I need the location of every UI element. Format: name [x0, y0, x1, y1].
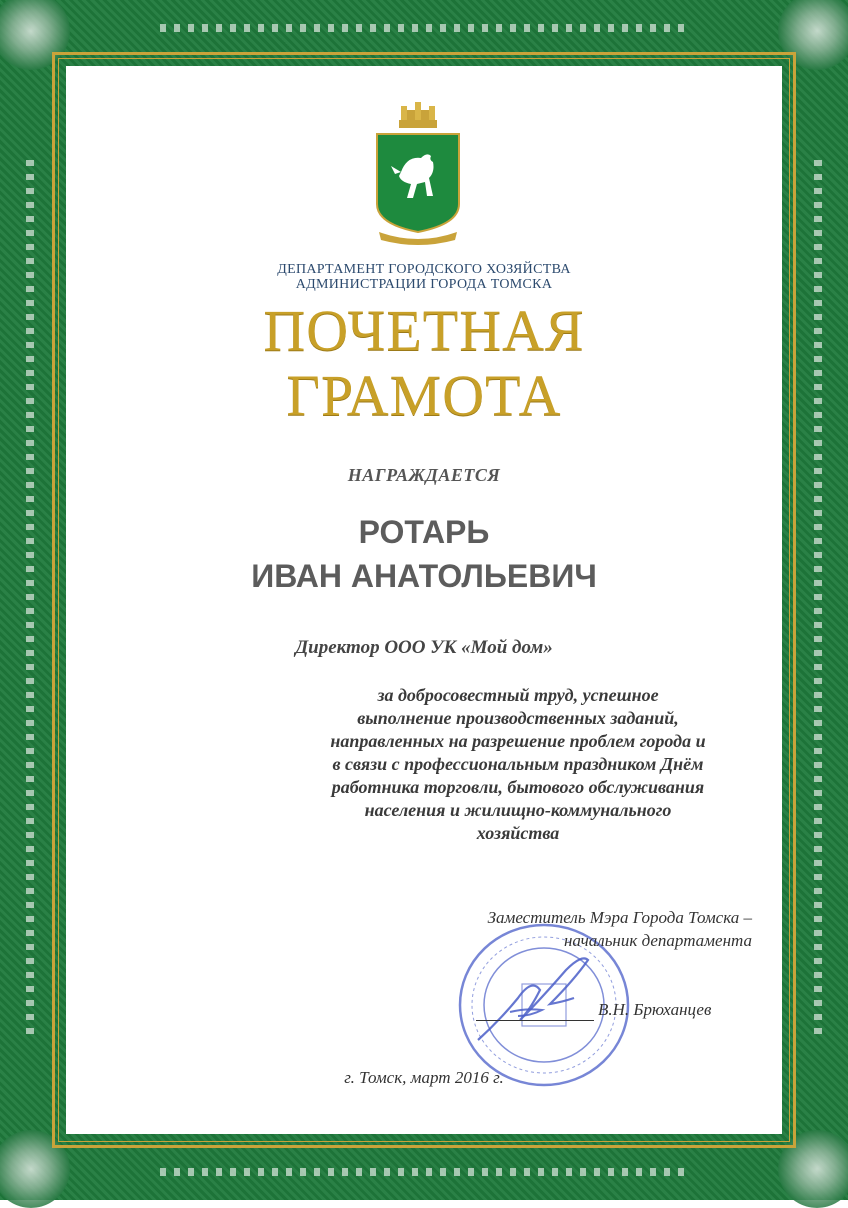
- signatory-title-line1: Заместитель Мэра Города Томска –: [487, 908, 752, 927]
- handwritten-signature-icon: [470, 950, 600, 1050]
- recipient-given-names: ИВАН АНАТОЛЬЕВИЧ: [251, 558, 597, 594]
- signatory-name: В.Н. Брюханцев: [598, 1000, 712, 1019]
- department-name-line2: АДМИНИСТРАЦИИ ГОРОДА ТОМСКА: [295, 277, 553, 292]
- award-reason: [268, 684, 768, 845]
- awarded-label: НАГРАЖДАЕТСЯ: [347, 465, 501, 485]
- recipient-position: Директор ООО УК «Мой дом»: [295, 637, 553, 658]
- tomsk-coat-of-arms-icon: [371, 100, 465, 248]
- border-ornament: [160, 24, 688, 32]
- signatory-title: [488, 906, 752, 952]
- reason-line: выполнение производственных заданий,: [357, 708, 679, 728]
- reason-line: работника торговли, бытового обслуживания: [331, 777, 705, 797]
- reason-line: в связи с профессиональным праздником Днём: [332, 754, 704, 774]
- signatory-title-line2: начальник департамента: [563, 931, 752, 950]
- place-and-date: г. Томск, март 2016 г.: [344, 1068, 504, 1087]
- certificate-title-line1: ПОЧЕТНАЯ: [263, 298, 585, 363]
- border-ornament: [160, 1168, 688, 1176]
- department-name-line1: ДЕПАРТАМЕНТ ГОРОДСКОГО ХОЗЯЙСТВА: [277, 262, 571, 277]
- recipient-surname: РОТАРЬ: [358, 514, 490, 550]
- reason-line: хозяйства: [476, 823, 560, 843]
- reason-line: направленных на разрешение проблем города и: [330, 731, 706, 751]
- reason-line: населения и жилищно-коммунального: [364, 800, 672, 820]
- reason-line: за добросовестный труд, успешное: [377, 685, 659, 705]
- certificate-title-line2: ГРАМОТА: [286, 363, 562, 428]
- signature-line: [476, 1020, 594, 1021]
